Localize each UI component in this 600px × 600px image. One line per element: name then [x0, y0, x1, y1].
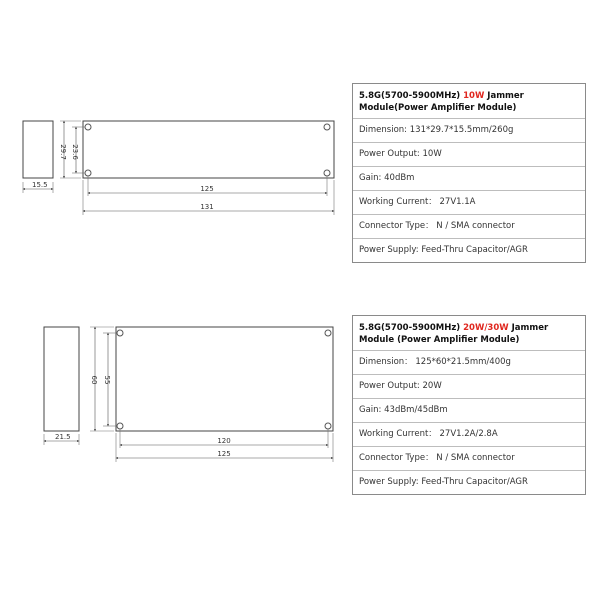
spec-value: 10W: [422, 149, 442, 159]
mount-hole: [85, 170, 91, 176]
module2-inner-height-label: 55: [103, 375, 111, 385]
spec-row-power-output: [353, 375, 585, 399]
spec-row-connector-type: [353, 215, 585, 239]
spec-label: Connector Type：: [359, 453, 434, 463]
module2-inner-length-label: 120: [217, 437, 231, 445]
spec-row-working-current: [353, 191, 585, 215]
mount-hole: [325, 330, 331, 336]
module1-title-power: 10W: [463, 91, 485, 101]
mount-hole: [324, 170, 330, 176]
module2-title-suffix: Jammer Module (Power Amplifier Module): [359, 323, 549, 345]
module2-side-width-label: 21.5: [55, 433, 71, 441]
module1-title-prefix: 5.8G(5700-5900MHz): [359, 91, 464, 101]
spec-label: Power Supply:: [359, 245, 419, 255]
module1-drawing: [23, 121, 334, 215]
module2-side-view: [44, 327, 79, 431]
spec-label: Gain:: [359, 405, 382, 415]
spec-value: 43dBm/45dBm: [384, 405, 448, 415]
module1-outer-height-label: 29.7: [59, 144, 67, 160]
mount-hole: [85, 124, 91, 130]
module2-outer-height-label: 60: [90, 375, 98, 385]
module2-outer-length-label: 125: [217, 450, 231, 458]
spec-value: N / SMA connector: [436, 221, 515, 231]
spec-value: N / SMA connector: [436, 453, 515, 463]
module2-title: [353, 316, 585, 351]
module1-side-width-label: 15.5: [32, 181, 48, 189]
module1-inner-height-label: 23.6: [71, 144, 79, 160]
spec-label: Power Output:: [359, 381, 420, 391]
module1-title: [353, 84, 585, 119]
spec-row-gain: [353, 167, 585, 191]
module2-front-view: [116, 327, 333, 431]
spec-row-dimension: [353, 351, 585, 375]
spec-row-connector-type: [353, 447, 585, 471]
module1-spec-table: [352, 83, 586, 263]
spec-label: Working Current：: [359, 197, 437, 207]
mount-hole: [117, 423, 123, 429]
spec-value: 20W: [422, 381, 442, 391]
spec-value: 40dBm: [384, 173, 415, 183]
module2-title-prefix: 5.8G(5700-5900MHz): [359, 323, 464, 333]
spec-value: Feed-Thru Capacitor/AGR: [421, 477, 528, 487]
spec-label: Connector Type：: [359, 221, 434, 231]
spec-label: Gain:: [359, 173, 382, 183]
spec-label: Power Supply:: [359, 477, 419, 487]
spec-label: Working Current：: [359, 429, 437, 439]
module1-title-suffix: Jammer Module(Power Amplifier Module): [359, 91, 524, 113]
spec-row-power-supply: [353, 239, 585, 262]
spec-value: 27V1.1A: [439, 197, 476, 207]
module2-spec-table: [352, 315, 586, 495]
module2-title-power: 20W/30W: [463, 323, 509, 333]
spec-value: 131*29.7*15.5mm/260g: [409, 125, 514, 135]
spec-row-power-output: [353, 143, 585, 167]
module1-inner-length-label: 125: [200, 185, 214, 193]
spec-row-gain: [353, 399, 585, 423]
module1-side-view: [23, 121, 53, 178]
spec-row-working-current: [353, 423, 585, 447]
spec-label: Power Output:: [359, 149, 420, 159]
module2-drawing: [44, 327, 333, 462]
module1-front-view: [83, 121, 334, 178]
mount-hole: [117, 330, 123, 336]
spec-label: Dimension:: [359, 125, 408, 135]
module1-outer-length-label: 131: [200, 203, 214, 211]
spec-row-power-supply: [353, 471, 585, 494]
mount-hole: [325, 423, 331, 429]
spec-row-dimension: [353, 119, 585, 143]
spec-value: 125*60*21.5mm/400g: [415, 357, 511, 367]
spec-label: Dimension：: [359, 357, 413, 367]
spec-value: 27V1.2A/2.8A: [439, 429, 498, 439]
mount-hole: [324, 124, 330, 130]
spec-value: Feed-Thru Capacitor/AGR: [421, 245, 528, 255]
